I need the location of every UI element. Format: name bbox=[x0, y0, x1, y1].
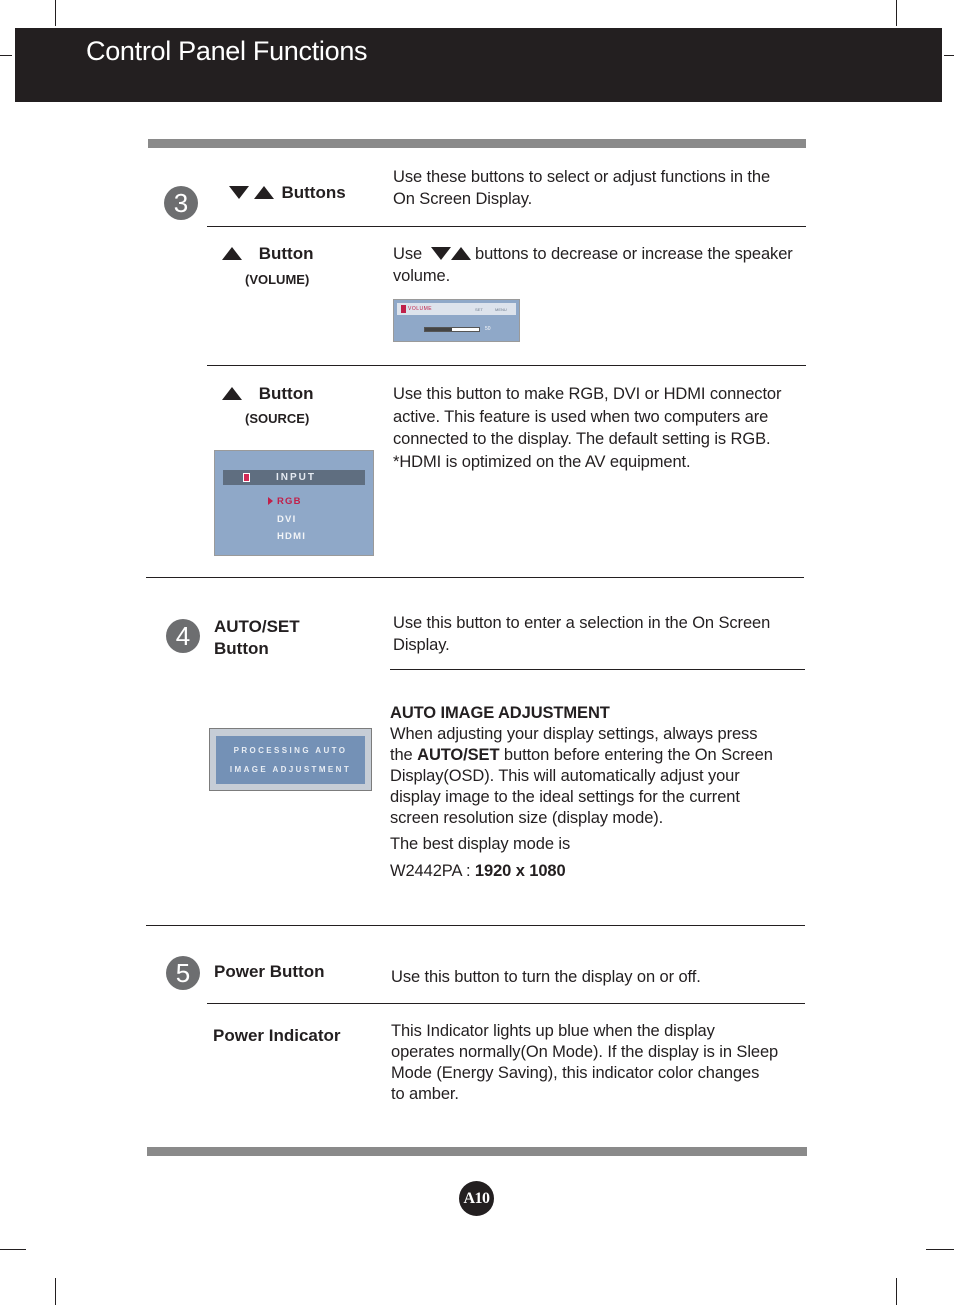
input-option-rgb: RGB bbox=[277, 496, 302, 507]
crop-mark bbox=[55, 1278, 56, 1305]
selection-caret-icon bbox=[268, 497, 273, 505]
up-arrow-icon bbox=[451, 247, 471, 260]
volume-desc: Use buttons to decrease or increase the speaker volume. bbox=[393, 245, 793, 285]
power-indicator-label: Power Indicator bbox=[213, 1026, 341, 1045]
section-divider bbox=[146, 925, 805, 926]
input-option-dvi: DVI bbox=[277, 514, 297, 525]
page-number: A10 bbox=[459, 1181, 494, 1216]
input-osd-header bbox=[223, 470, 365, 485]
power-button-label: Power Button bbox=[214, 962, 325, 981]
auto-heading: AUTO IMAGE ADJUSTMENT bbox=[390, 704, 610, 722]
input-osd-title: INPUT bbox=[276, 472, 316, 483]
auto-set-desc: Use this button to enter a selection in the On Screen Display. bbox=[393, 614, 771, 654]
up-arrow-icon bbox=[222, 387, 242, 400]
volume-slider bbox=[424, 327, 480, 332]
input-icon bbox=[243, 473, 250, 482]
divider bbox=[390, 669, 805, 670]
divider bbox=[207, 365, 806, 366]
crop-mark bbox=[896, 1278, 897, 1305]
down-arrow-icon bbox=[431, 247, 451, 260]
source-button-label: Button bbox=[222, 384, 314, 404]
section-number-5: 5 bbox=[166, 956, 200, 990]
up-arrow-icon bbox=[222, 247, 242, 260]
volume-osd-image bbox=[393, 299, 520, 342]
crop-mark bbox=[926, 1249, 954, 1250]
auto-image-adjustment-text: AUTO IMAGE ADJUSTMENT When adjusting your display settings, always press the AUTO/SET button before entering the On Screen Display(OSD). This will automatically adjust your display image to the ideal settings for the current screen resolution size (display mode). The best display mode is W2442PA : 1920 x 1080 bbox=[390, 703, 805, 882]
volume-osd-header bbox=[397, 303, 516, 315]
volume-slider-fill bbox=[425, 328, 452, 331]
page-title: Control Panel Functions bbox=[86, 36, 368, 66]
section-number-4: 4 bbox=[166, 619, 200, 653]
crop-mark bbox=[0, 1249, 26, 1250]
volume-osd-set: SET bbox=[475, 307, 483, 312]
processing-osd-image bbox=[209, 728, 372, 791]
auto-set-button-label: AUTO/SET Button bbox=[214, 617, 300, 658]
volume-button-label: Button bbox=[222, 244, 314, 264]
crop-mark bbox=[896, 0, 897, 26]
volume-osd-title: VOLUME bbox=[408, 306, 433, 312]
power-button-desc: Use this button to turn the display on or off. bbox=[391, 968, 701, 986]
processing-osd-line1: PROCESSING AUTO bbox=[233, 746, 348, 755]
input-option-hdmi: HDMI bbox=[277, 531, 307, 542]
up-arrow-icon bbox=[254, 186, 274, 199]
arrow-buttons-label: Buttons bbox=[229, 183, 346, 203]
section-number-3: 3 bbox=[164, 186, 198, 220]
section-divider bbox=[146, 577, 804, 578]
bottom-divider bbox=[147, 1147, 807, 1156]
arrow-buttons-desc: Use these buttons to select or adjust functions in the On Screen Display. bbox=[393, 168, 771, 208]
input-osd-image bbox=[214, 450, 374, 556]
volume-value: 50 bbox=[485, 326, 491, 332]
speaker-icon bbox=[401, 305, 406, 313]
processing-osd-line2: IMAGE ADJUSTMENT bbox=[229, 765, 352, 774]
top-divider bbox=[148, 139, 806, 148]
volume-sublabel: (VOLUME) bbox=[245, 272, 310, 287]
crop-mark bbox=[55, 0, 56, 26]
down-arrow-icon bbox=[229, 186, 249, 199]
source-sublabel: (SOURCE) bbox=[245, 411, 310, 426]
crop-mark bbox=[0, 55, 12, 56]
power-indicator-desc: This Indicator lights up blue when the display operates normally(On Mode). If the display is in Sleep Mode (Energy Saving), this indicator color changes to amber. bbox=[391, 1022, 779, 1103]
divider bbox=[207, 226, 806, 227]
divider bbox=[207, 1003, 805, 1004]
source-desc: Use this button to make RGB, DVI or HDMI connector active. This feature is used when two computers are connected to the display. The default setting is RGB. *HDMI is optimized on the AV equipment. bbox=[393, 385, 782, 471]
crop-mark bbox=[944, 55, 954, 56]
volume-osd-menu: MENU bbox=[495, 307, 507, 312]
